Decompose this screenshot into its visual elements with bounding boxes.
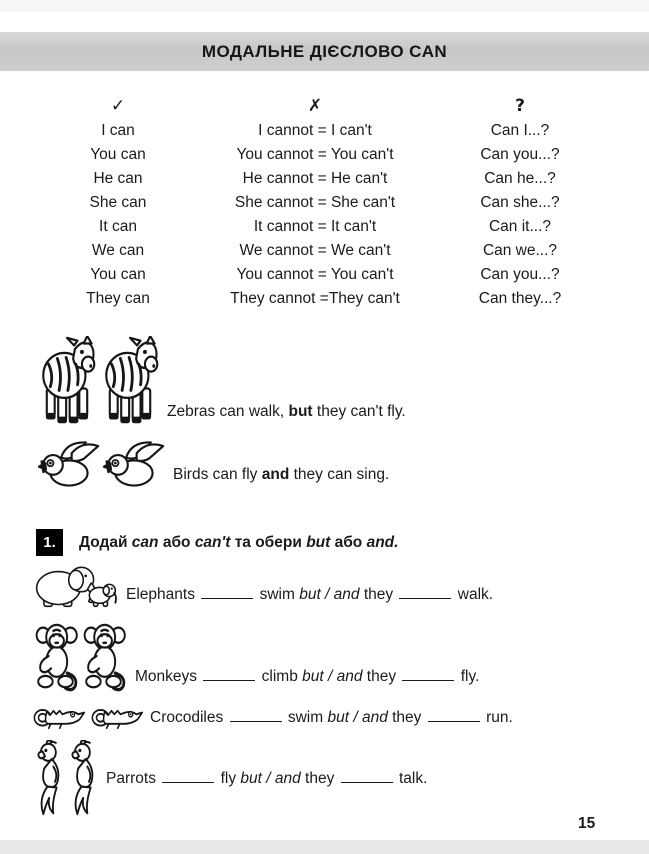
question-cell: Can they...? bbox=[478, 290, 562, 307]
answer-blank bbox=[402, 666, 454, 681]
question-mark-icon: ? bbox=[515, 96, 525, 116]
can-table bbox=[30, 94, 616, 311]
verb-text: swim bbox=[287, 709, 324, 726]
question-cell: Can I...? bbox=[490, 122, 550, 139]
question-cell: Can you...? bbox=[480, 266, 560, 283]
conjunction-bold: and bbox=[261, 466, 290, 483]
bird-icon bbox=[103, 438, 165, 490]
answer-blank bbox=[230, 707, 282, 722]
scan-bottom-edge bbox=[0, 840, 649, 854]
exercise-item-crocodiles bbox=[33, 703, 513, 729]
pronoun-text: they bbox=[392, 709, 422, 726]
exercise-sentence bbox=[106, 768, 427, 788]
sentence-text: they can't fly. bbox=[316, 403, 406, 420]
negative-cell: You cannot = You can't bbox=[236, 146, 394, 163]
affirmative-cell: They can bbox=[86, 290, 150, 307]
question-cell: Can she...? bbox=[480, 194, 560, 211]
affirmative-cell: We can bbox=[91, 242, 145, 259]
exercise-sentence bbox=[135, 666, 479, 686]
crocodile-icon bbox=[33, 703, 85, 729]
affirmative-cell: She can bbox=[89, 194, 147, 211]
affirmative-cell: You can bbox=[90, 266, 146, 283]
example-sentence-birds bbox=[173, 466, 389, 484]
pronoun-text: they bbox=[363, 586, 394, 603]
exercise-item-parrots bbox=[35, 740, 427, 816]
conjunction-choice: but / and bbox=[302, 668, 363, 685]
affirmative-cell: You can bbox=[90, 146, 146, 163]
elephant-images bbox=[33, 560, 119, 610]
answer-blank bbox=[399, 584, 451, 599]
zebra-icon bbox=[101, 336, 159, 426]
negative-cell: He cannot = He can't bbox=[242, 170, 388, 187]
exercise-heading bbox=[36, 529, 398, 556]
zebra-images bbox=[38, 336, 159, 426]
affirmative-cell: It can bbox=[99, 218, 137, 235]
verb-text: walk. bbox=[457, 586, 494, 603]
conjunction-choice: but / and bbox=[299, 586, 360, 603]
answer-blank bbox=[162, 768, 214, 783]
example-zebras bbox=[38, 336, 406, 426]
exercise-item-elephants bbox=[33, 560, 493, 610]
instruction-keyword: but bbox=[306, 533, 331, 551]
bird-icon bbox=[38, 438, 100, 490]
negative-cell: You cannot = You can't bbox=[236, 266, 394, 283]
answer-blank bbox=[341, 768, 393, 783]
negative-cell: We cannot = We can't bbox=[239, 242, 391, 259]
parrot-icon bbox=[35, 740, 65, 816]
bird-images bbox=[38, 438, 165, 490]
subject-text: Parrots bbox=[106, 770, 156, 787]
conjunction-bold: but bbox=[288, 403, 313, 420]
subject-text: Crocodiles bbox=[150, 709, 224, 726]
instruction-text: та обери bbox=[234, 533, 302, 551]
negative-cell: It cannot = It can't bbox=[253, 218, 377, 235]
verb-text: fly bbox=[220, 770, 237, 787]
exercise-instruction bbox=[79, 534, 398, 552]
monkey-icon bbox=[35, 622, 80, 692]
subject-text: Elephants bbox=[126, 586, 195, 603]
conjunction-choice: but / and bbox=[327, 709, 388, 726]
zebra-icon bbox=[38, 336, 96, 426]
exercise-number-badge: 1. bbox=[36, 529, 63, 556]
page-number: 15 bbox=[578, 815, 596, 832]
subject-text: Monkeys bbox=[135, 668, 198, 685]
scan-top-edge bbox=[0, 0, 649, 12]
section-header bbox=[0, 32, 649, 71]
example-sentence-zebras bbox=[167, 403, 406, 421]
pronoun-text: they bbox=[305, 770, 335, 787]
affirmative-cell: He can bbox=[93, 170, 143, 187]
verb-text: climb bbox=[261, 668, 298, 685]
question-cell: Can you...? bbox=[480, 146, 560, 163]
answer-blank bbox=[201, 584, 253, 599]
check-icon: ✓ bbox=[110, 96, 126, 116]
answer-blank bbox=[428, 707, 480, 722]
parrot-icon bbox=[69, 740, 99, 816]
section-title: МОДАЛЬНЕ ДІЄСЛОВО CAN bbox=[201, 41, 448, 61]
verb-text: swim bbox=[259, 586, 295, 603]
crocodile-icon bbox=[91, 703, 143, 729]
instruction-keyword: can't bbox=[194, 533, 231, 551]
negative-cell: I cannot = I can't bbox=[258, 122, 372, 139]
monkey-icon bbox=[83, 622, 128, 692]
verb-text: talk. bbox=[398, 770, 428, 787]
question-cell: Can it...? bbox=[488, 218, 552, 235]
instruction-text: або bbox=[162, 533, 191, 551]
sentence-text: Zebras can walk, bbox=[167, 403, 285, 420]
exercise-sentence bbox=[150, 707, 513, 727]
elephant-icon bbox=[33, 560, 119, 610]
pronoun-text: they bbox=[366, 668, 397, 685]
monkey-images bbox=[35, 622, 128, 692]
sentence-text: they can sing. bbox=[293, 466, 390, 483]
question-cell: Can he...? bbox=[484, 170, 556, 187]
instruction-keyword: and. bbox=[366, 533, 399, 551]
instruction-text: Додай bbox=[79, 533, 128, 551]
instruction-text: або bbox=[334, 533, 363, 551]
instruction-keyword: can bbox=[131, 533, 159, 551]
negative-cell: She cannot = She can't bbox=[234, 194, 396, 211]
exercise-sentence bbox=[126, 584, 493, 604]
answer-blank bbox=[203, 666, 255, 681]
parrot-images bbox=[35, 740, 99, 816]
crocodile-images bbox=[33, 703, 143, 729]
affirmative-cell: I can bbox=[101, 122, 135, 139]
example-birds bbox=[38, 438, 389, 490]
verb-text: fly. bbox=[460, 668, 480, 685]
negative-cell: They cannot =They can't bbox=[230, 290, 400, 307]
question-cell: Can we...? bbox=[482, 242, 558, 259]
conjunction-choice: but / and bbox=[240, 770, 301, 787]
cross-icon: ✗ bbox=[307, 96, 323, 116]
exercise-item-monkeys bbox=[35, 622, 479, 692]
sentence-text: Birds can fly bbox=[173, 466, 258, 483]
verb-text: run. bbox=[486, 709, 513, 726]
